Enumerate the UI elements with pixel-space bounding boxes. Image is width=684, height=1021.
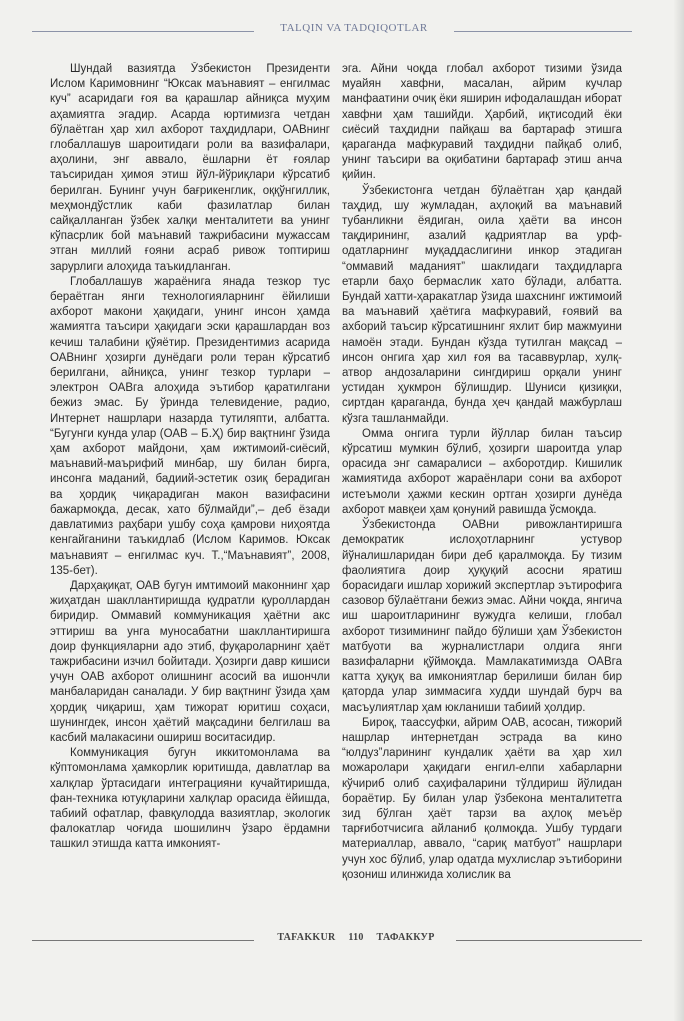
footer-journal-latin: TAFAKKUR: [277, 932, 336, 943]
paragraph: эга. Айни чоқда глобал ахборот тизими ўзида муайян хавфни, масалан, айрим кучлар манфаатини очиқ ёки яширин ифодалашдан иборат хавфни ҳам ташийди. Ҳарбий, иқтисодий ёки сиёсий таҳдидни пайқаш ва бартараф этишга қараганда мафкуравий таҳдидни пайқаб олиб, унинг таъсири ва оқибатини бартараф этиш анча қийин.: [342, 63, 622, 182]
footer-rule-right: [456, 940, 642, 941]
footer-text: [258, 932, 454, 943]
page-number: 110: [348, 932, 364, 943]
paragraph: Ўзбекистонга четдан бўлаётган ҳар қандай таҳдид, шу жумладан, аҳлоқий ва маънавий тубанликни ёядиган, оила ҳаёти ва инсон тақдирининг, азалий қадриятлар ва урф-одатларнинг муқаддаслигини инкор этадиган “оммавий маданият” шаклидаги таҳдидларга етарли баҳо бермаслик хато бўлади, албатта. Бундай хатти-ҳаракатлар ўзида шахснинг ижтимоий ва маънавий ҳаётига мафкуравий, ғоявий ва ахборий таъсир кўрсатишнинг яхлит бир мажмуини намоён этади. Бундан кўзда тутилган мақсад – инсон онгига ҳар хил ғоя ва тасаввурлар, хулқ-атвор андозаларини сингдириш орқали унинг устидан ҳукмрон бўлишдир. Шуниси қизиқки, сиртдан қараганда, бунда ҳеч қандай мажбурлаш кўзга ташланмайди.: [342, 184, 622, 425]
header-rule-right: [454, 31, 632, 32]
section-title: TALQIN VA TADQIQOTLAR: [280, 22, 428, 34]
paragraph: Коммуникация бугун иккитомонлама ва кўптомонлама ҳамкорлик юритишда, давлатлар ва халқлар ўртасидаги интеграцияни кучайтиришда, фан-техника ютуқларини халқлар орасида ёйишда, табиий офатлар, фавқулодда вазиятлар, экологик фалокатлар чоғида шошилинч ўзаро ёрдамни ташкил этишда катта имконият-: [50, 747, 330, 851]
right-column: [342, 62, 622, 924]
footer-rule-left: [32, 940, 254, 941]
paragraph: Омма онгига турли йўллар билан таъсир кўрсатиш мумкин бўлиб, ҳозирги шароитда улар орасида энг самаралиси – ахборотдир. Кишилик жамиятида ахборот жараёнлари сони ва ахборот истеъмоли ҳажми кескин ортган ҳозирги дунёда ахборот мавқеи ҳам қонуний равишда ўсмоқда.: [342, 427, 622, 516]
header-rule-left: [32, 31, 254, 32]
paragraph: Глобаллашув жараёнига янада тезкор тус берaётган янги технологияларнинг ёйилиши ахборот макони ҳақидаги, унинг инсон ҳамда жамиятга таъсири ҳақидаги эски қарашлардан воз кечиш талабини қўяётир. Президентимиз асарида ОАВнинг ҳозирги дунёдаги роли теран кўрсатиб берилгани, айниқса, унинг тезкор турлари – электрон ОАВга алоҳида эътибор қаратилгани бежиз эмас. Бу ўринда телевидение, радио, Интернет нашрлари назарда тутиляпти, албатта. “Бугунги кунда улар (ОАВ – Б.Ҳ) бир вақтнинг ўзида ҳам ахборот майдони, ҳам ижтимоий-сиёсий, маънавий-маърифий минбар, шу билан бирга, инсонга маданий, бадиий-эстетик озиқ берадиган ва ҳордиқ чиқарадиган макон вазифасини бажармоқда, десак, хато бўлмайди”,– деб ёзади давлатимиз раҳбари ушбу соҳа қамрови ниҳоятда кенгайганини таъкидлаб (Ислом Каримов. Юксак маънавият – енгилмас куч. Т.,“Маънавият”, 2008, 135-бет).: [50, 275, 330, 577]
left-column: [50, 62, 330, 924]
paragraph: Дарҳақиқат, ОАВ бугун имтимоий маконнинг ҳар жиҳатдан шакллантиришда қудратли қуроллардан биридир. Оммавий коммуникация ҳаётни акс эттириш ва унга муносабатни шакллантиришга доир функцияларни адо этиб, фуқароларнинг ҳаёт тажрибасини изчил бойитади. Ҳозирги давр кишиси учун ОАВ ахборот олишнинг асосий ва ишончли манбаларидан саналади. У бир вақтнинг ўзида ҳам ҳордиқ чиқариш, ҳам тижорат юритиш соҳаси, шунингдек, инсон ҳаётий мақсадини белгилаш ва касбий малакасини ошириш воситасидир.: [50, 579, 330, 744]
paragraph: Бироқ, таассуфки, айрим ОАВ, асосан, тижорий нашрлар интернетдан эстрада ва кино “юлдуз”ларининг кундалик ҳаёти ва ҳар хил можаролари ҳақидаги енгил-елпи хабарларни кўчириб олиб саҳифаларини тўлдириш йўлидан бораётир. Бу билан улар ўзбекона менталитетга зид бўлган ҳаёт тарзи ва аҳлоқ меъёр тарғиботчисига айланиб қолмоқда. Ушбу турдаги материаллар, аввало, “сариқ матбуот” нашрлари учун хос бўлиб, улар одатда мухлислар эътиборини қозониш илинжида холислик ва: [342, 716, 622, 881]
running-footer: [32, 932, 642, 948]
paragraph: Ўзбекистонда ОАВни ривожлантиришга демократик ислоҳотларнинг устувор йўналишларидан бири деб қаралмоқда. Бу тизим фаолиятига доир ҳуқуқий асосни яратиш борасидаги ишлар хорижий экспертлар эътирофига сазовор бўлаётгани бежиз эмас. Айни чоқда, янгича иш шароитларининг вужудга келиши, глобал ахборот тизимининг пайдо бўлиши ҳам Ўзбекистон матбуоти ва журналистлари олдига янги вазифаларни қўймоқда. Мамлакатимизда ОАВга катта ҳуқуқ ва имкониятлар берилиши билан бир қаторда улар зиммасига худди шундай бурч ва масъулиятлар ҳам юкланиши табиий ҳолдир.: [342, 519, 622, 714]
footer-journal-cyrillic: ТАФАККУР: [376, 932, 435, 943]
paragraph: Шундай вазиятда Ўзбекистон Президенти Ислом Каримовнинг “Юксак маънавият – енгилмас куч” асаридаги ғоя ва қарашлар айниқса муҳим аҳамиятга эгадир. Асарда юртимизга четдан бўлаётган ҳар хил ахборот таҳдидлари, ОАВнинг глобаллашув шароитидаги роли ва вазифалари, аҳолини, энг аввало, ёшларни ёт ғоялар таъсиридан ҳимоя этиш йўл-йўриқлари кўрсатиб берилган. Бунинг учун бағрикенглик, оққўнгиллик, меҳмондўстлик каби фазилатлар билан сайқалланган ўзбек халқи менталитети ва унинг кўпасрлик бой маънавий тажрибасини мужассам этган миллий ғояни асраб ривож топтириш зарурлиги алоҳида таъкидланган.: [50, 63, 330, 273]
running-header: [32, 22, 632, 42]
